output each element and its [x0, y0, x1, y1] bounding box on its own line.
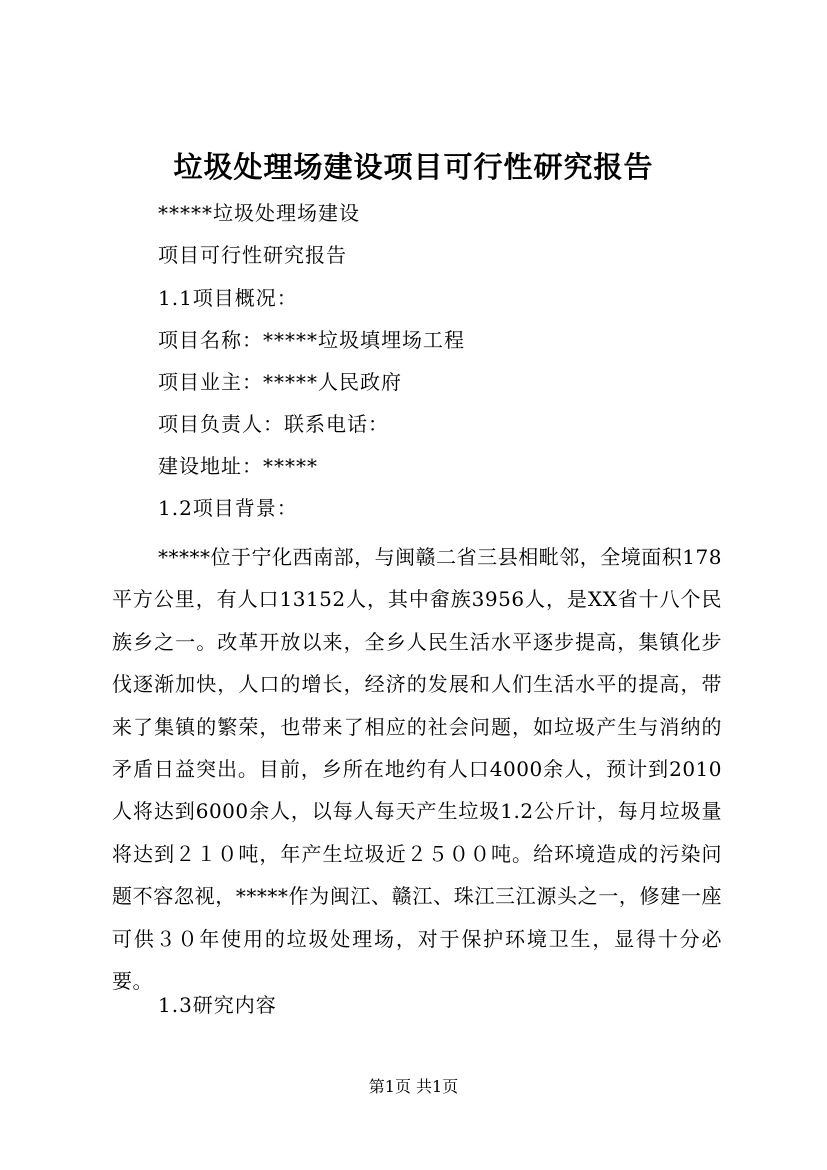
project-name-line: 项目名称：*****垃圾填埋场工程 — [158, 328, 465, 352]
section-heading-1-3: 1.3研究内容 — [158, 993, 277, 1017]
page-footer: 第1页 共1页 — [368, 1077, 459, 1096]
subtitle-line-2: 项目可行性研究报告 — [158, 243, 347, 267]
background-paragraph: *****位于宁化西南部，与闽赣二省三县相毗邻，全境面积178平方公里，有人口13152人，其中畲族3956人，是XX省十八个民族乡之一。改革开放以来，全乡人民生活水平逐步提高，集镇化步伐逐渐加快，人口的增长，经济的发展和人们生活水平的提高，带来了集镇的繁荣，也带来了相应的社会问题，如垃圾产生与消纳的矛盾日益突出。目前，乡所在地约有人口4000余人，预计到2010人将达到6000余人，以每人每天产生垃圾1.2公斤计，每月垃圾量将达到２１０吨，年产生垃圾近２５００吨。给环境造成的污染问题不容忽视，*****作为闽江、赣江、珠江三江源头之一，修建一座可供３０年使用的垃圾处理场，对于保护环境卫生，显得十分必要。 — [112, 545, 722, 994]
project-contact-line: 项目负责人：联系电话： — [158, 412, 389, 436]
section-heading-1-1: 1.1项目概况： — [158, 286, 298, 310]
subtitle-line-1: *****垃圾处理场建设 — [158, 201, 360, 225]
page-title: 垃圾处理场建设项目可行性研究报告 — [173, 150, 654, 184]
section-heading-1-2: 1.2项目背景： — [158, 496, 298, 520]
project-address-line: 建设地址：***** — [158, 454, 318, 478]
project-owner-line: 项目业主：*****人民政府 — [158, 370, 402, 394]
